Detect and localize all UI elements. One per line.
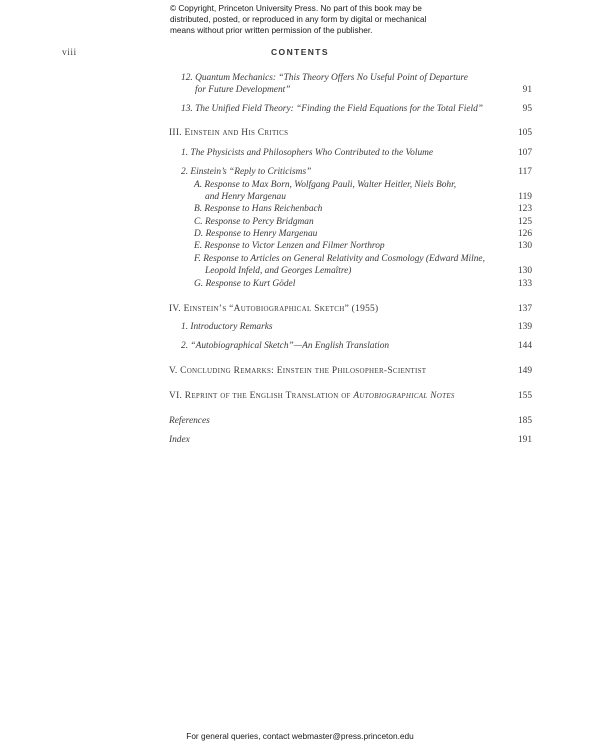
toc-references-page: 185 [517, 416, 532, 426]
toc-references-title: References [169, 416, 210, 426]
toc-part-3-2a-page: 119 [518, 192, 532, 202]
toc-part-6-prefix: VI. Reprint of the English Translation of [169, 391, 354, 401]
toc-entry-13-title: 13. The Unified Field Theory: “Finding the Field Equations for the Total Field” [181, 104, 483, 114]
toc-entry-12-title-cont: for Future Development” [195, 85, 291, 95]
toc-part-3-page: 105 [517, 128, 532, 138]
toc-part-4-2-page: 144 [517, 341, 532, 351]
toc-index-title: Index [169, 435, 190, 445]
toc-part-3-2-page: 117 [518, 167, 532, 177]
toc-part-5-title: V. Concluding Remarks: Einstein the Philosopher-Scientist [169, 366, 427, 376]
toc-entry-12-title: 12. Quantum Mechanics: “This Theory Offers No Useful Point of Departure [181, 73, 468, 83]
toc-part-3-2c-page: 125 [517, 217, 532, 227]
toc-part-3-2e-page: 130 [517, 241, 532, 251]
toc-part-3-2g-title: G. Response to Kurt Gödel [194, 279, 296, 289]
toc-part-5-page: 149 [517, 366, 532, 376]
toc-part-3-2e-title: E. Response to Victor Lenzen and Filmer Northrop [194, 241, 385, 251]
toc-part-6-italic-title: Autobiographical Notes [353, 391, 455, 401]
toc-part-3-2g-page: 133 [517, 279, 532, 289]
toc-index-page: 191 [517, 435, 532, 445]
toc-part-3-2a-title-cont: and Henry Margenau [205, 192, 286, 202]
toc-part-3-2-title: 2. Einstein’s “Reply to Criticisms” [181, 167, 312, 177]
copyright-line-2: distributed, posted, or reproduced in any form by digital or mechanical [170, 14, 427, 24]
toc-part-3-1-page: 107 [517, 148, 532, 158]
toc-part-3-2f-page: 130 [517, 266, 532, 276]
toc-part-3-2b-title: B. Response to Hans Reichenbach [194, 204, 323, 214]
toc-part-3-2f-title-cont: Leopold Infeld, and Georges Lemaître) [205, 266, 352, 276]
copyright-line-1: © Copyright, Princeton University Press. No part of this book may be [170, 3, 422, 13]
toc-part-3-1-title: 1. The Physicists and Philosophers Who Contributed to the Volume [181, 148, 434, 158]
toc-part-4-page: 137 [517, 304, 532, 314]
toc-part-3-2b-page: 123 [517, 204, 532, 214]
toc-part-3-2f-title: F. Response to Articles on General Relativity and Cosmology (Edward Milne, [194, 254, 485, 264]
toc-part-4-1-title: 1. Introductory Remarks [181, 322, 273, 332]
toc-part-6-title [169, 390, 455, 402]
running-head: CONTENTS [271, 47, 329, 57]
toc-entry-13-page: 95 [522, 104, 532, 114]
toc-part-4-1-page: 139 [517, 322, 532, 332]
copyright-notice [170, 3, 470, 36]
toc-part-3-title: III. Einstein and His Critics [169, 128, 289, 138]
toc-part-3-2d-title: D. Response to Henry Margenau [194, 229, 318, 239]
page-folio: viii [62, 48, 77, 58]
toc-part-3-2d-page: 126 [517, 229, 532, 239]
copyright-line-3: means without prior written permission of the publisher. [170, 25, 373, 35]
toc-part-3-2a-title: A. Response to Max Born, Wolfgang Pauli, Walter Heitler, Niels Bohr, [194, 180, 457, 190]
toc-part-6-page: 155 [517, 391, 532, 401]
toc-entry-12-page: 91 [522, 85, 532, 95]
footer-contact: For general queries, contact webmaster@press.princeton.edu [186, 731, 414, 741]
toc-part-3-2c-title: C. Response to Percy Bridgman [194, 217, 314, 227]
toc-part-4-2-title: 2. “Autobiographical Sketch”—An English Translation [181, 341, 390, 351]
toc-part-4-title: IV. Einstein’s “Autobiographical Sketch” (1955) [169, 304, 379, 314]
